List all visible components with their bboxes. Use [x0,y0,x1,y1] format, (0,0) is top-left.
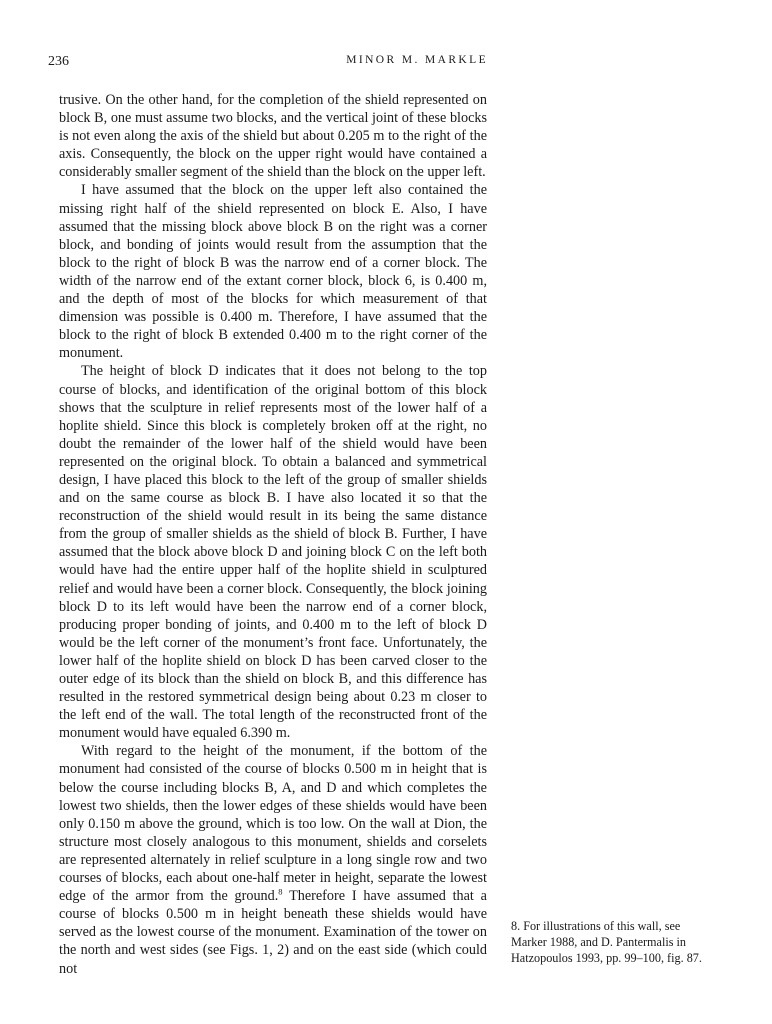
page-number: 236 [48,54,69,69]
paragraph-2: I have assumed that the block on the upper left also contained the missing right half of the shield represented on block E. Also, I have assumed that the missing block above block B on the right was a corner block, and bonding of joints would result from the assumption that the block to the right of block B was the narrow end of a corner block. The width of the narrow end of the extant corner block, block 6, is 0.400 m, and the depth of most of the blocks for which measurement of that dimension was possible is 0.400 m. Therefore, I have assumed that the block to the right of block B extended 0.400 m to the right corner of the monument. [59,182,487,362]
footnote-reference[interactable]: 8 [278,886,283,897]
paragraph-1: trusive. On the other hand, for the completion of the shield represented on block B, one must assume two blocks, and the vertical joint of these blocks is not even along the axis of the shield but about 0.205 m to the right of the axis. Consequently, the block on the upper right would have contained a considerably smaller segment of the shield than the block on the upper left. [59,92,487,181]
footnote-8: 8. For illustrations of this wall, see Marker 1988, and D. Pantermalis in Hatzopoulos 1993, pp. 99–100, fig. 87. [511,919,702,966]
paragraph-4-text-b: Therefore I have assumed that a course of blocks 0.500 m in height beneath these shields would have served as the lowest course of the monument. Examination of the tower on the north and west sides (see Figs. 1, 2) and on the east side (which could not [59,888,487,977]
page-header [48,54,488,74]
body-text [59,91,487,978]
paragraph-4 [59,742,487,977]
paragraph-3: The height of block D indicates that it does not belong to the top course of blocks, and identification of the original bottom of this block shows that the sculpture in relief represents most of the lower half of a hoplite shield. Since this block is completely broken off at the right, no doubt the remainder of the lower half of the shield would have been represented on the original block. To obtain a balanced and symmetrical design, I have placed this block to the left of the group of smaller shields and on the same course as block B. I have also located it so that the reconstruction of the shield would result in its being the same distance from the group of smaller shields as the shield of block B. Further, I have assumed that the block above block D and joining block C on the left both would have had the entire upper half of the hoplite shield in sculptured relief and would have been a corner block. Consequently, the block joining block D to its left would have been the narrow end of a corner block, producing proper bonding of joints, and 0.400 m to the left of block D would be the left corner of the monument’s front face. Unfortunately, the lower half of the hoplite shield on block D has been carved closer to the outer edge of its block than the shield on block B, and this difference has resulted in the restored symmetrical design being about 0.23 m closer to the left end of the wall. The total length of the reconstructed front of the monument would have equaled 6.390 m. [59,363,487,742]
running-head: MINOR M. MARKLE [346,54,488,66]
paragraph-4-text-a: With regard to the height of the monument, if the bottom of the monument had consisted of the course of blocks 0.500 m in height that is below the course including blocks B, A, and D and which completes the lowest two shields, then the lower edges of these shields would have been only 0.150 m above the ground, which is too low. On the wall at Dion, the structure most closely analogous to this monument, shields and corselets are represented alternately in relief sculpture in a long single row and two courses of blocks, each about one-half meter in height, separate the lowest edge of the armor from the ground. [59,743,487,905]
